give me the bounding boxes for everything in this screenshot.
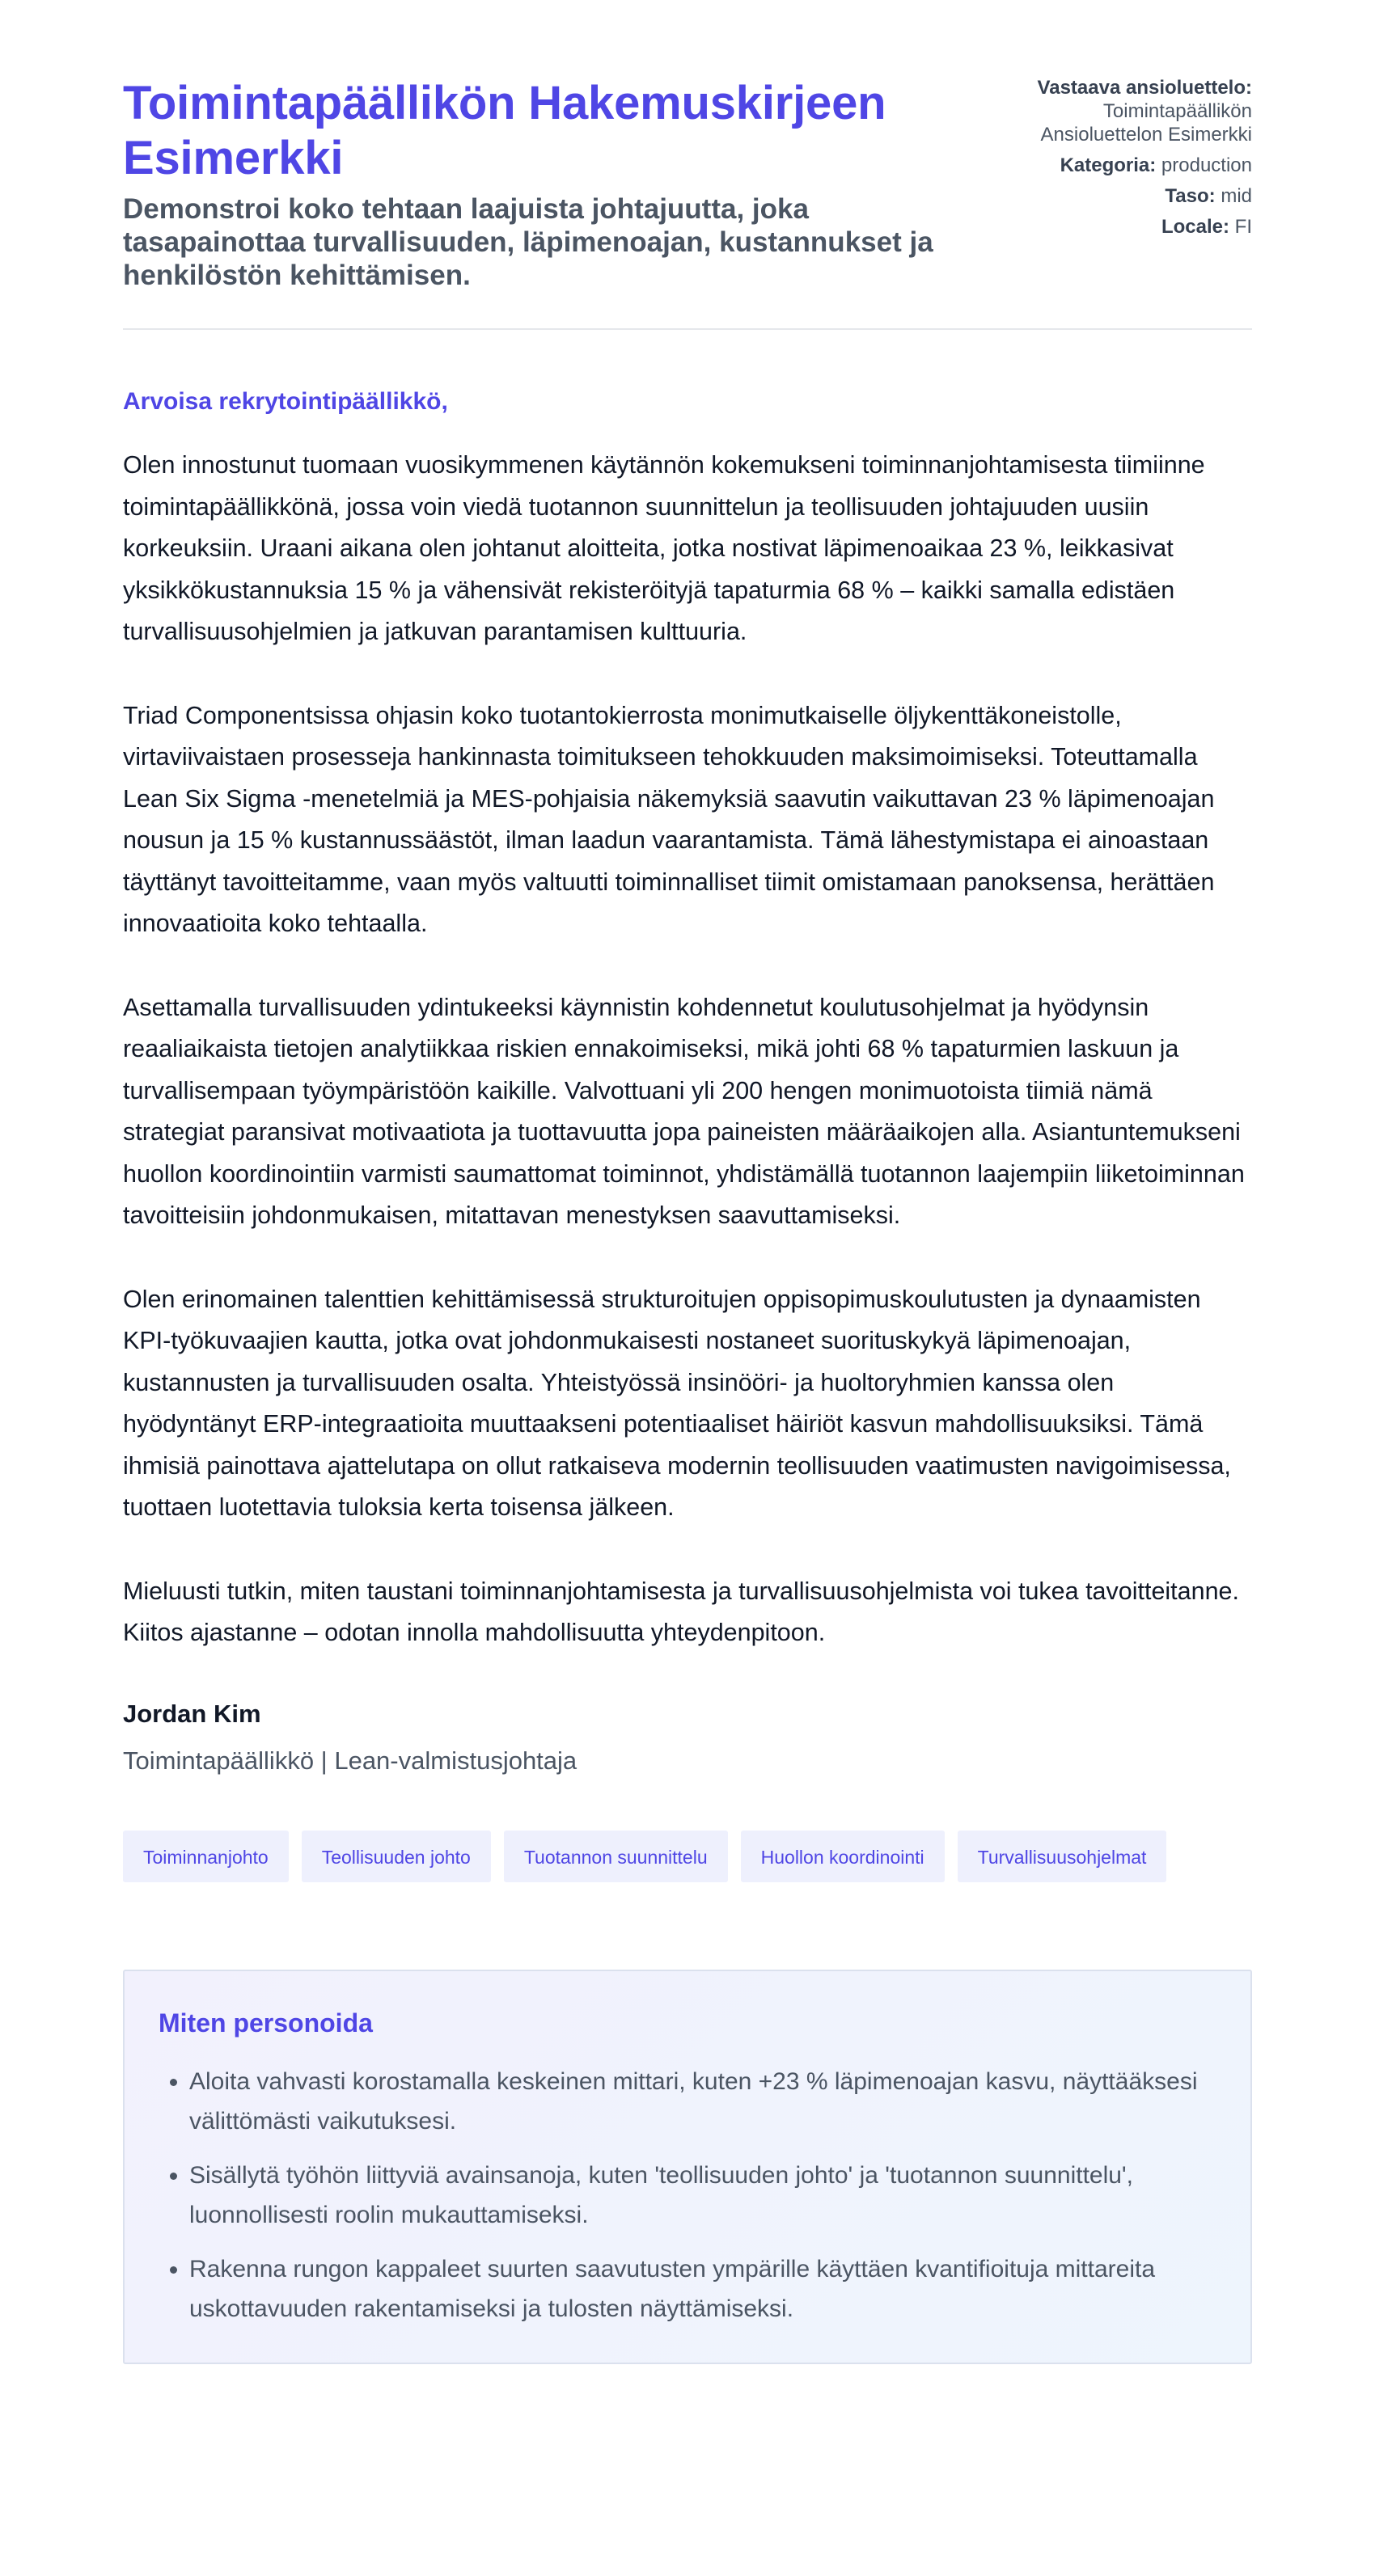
meta-level-value: mid xyxy=(1221,185,1252,207)
page-title: Toimintapäällikön Hakemuskirjeen Esimerkki xyxy=(123,77,886,184)
page-subtitle: Demonstroi koko tehtaan laajuista johtajuutta, joka tasapainottaa turvallisuuden, läpimenoajan, kustannukset ja henkilöstön kehittämisen. xyxy=(123,193,933,291)
meta-panel xyxy=(985,76,1252,246)
keyword-tag: Toiminnanjohto xyxy=(123,1831,289,1882)
cover-letter-page xyxy=(123,0,1252,2364)
letter-paragraph: Asettamalla turvallisuuden ydintukeeksi käynnistin kohdennetut koulutusohjelmat ja hyödynsin reaaliaikaista tietojen analytiikkaa riskien ennakoimiseksi, mikä johti 68 % tapaturmien laskuun ja turvallisempaan työympäristöön kaikille. Valvottuani yli 200 hengen monimuotoista tiimiä nämä strategiat paransivat motivaatiota ja tuottavuutta jopa paineisten määräaikojen alla. Asiantuntemukseni huollon koordinointiin varmisti saumattomat toiminnot, yhdistämällä tuotannon laajempiin liiketoiminnan tavoitteisiin johdonmukaisen, mitattavan menestyksen saavuttamiseksi. xyxy=(123,993,1245,1229)
meta-locale xyxy=(985,215,1252,239)
signature-role: Toimintapäällikkö | Lean-valmistusjohtaja xyxy=(123,1746,578,1775)
letter-body xyxy=(123,445,1252,1654)
meta-locale-value: FI xyxy=(1234,216,1252,238)
document-header xyxy=(123,0,1252,330)
tip-item: • Sisällytä työhön liittyviä avainsanoja, kuten 'teollisuuden johto' ja 'tuotannon suunnittelu', luonnollisesti roolin mukauttamiseksi. xyxy=(189,2156,1216,2235)
keyword-tag: Turvallisuusohjelmat xyxy=(958,1831,1167,1882)
meta-level-label: Taso: xyxy=(1165,185,1216,207)
keyword-tag: Tuotannon suunnittelu xyxy=(504,1831,728,1882)
meta-category xyxy=(985,154,1252,177)
keyword-tags xyxy=(123,1831,1252,1895)
meta-resume-value-line2[interactable]: Ansioluettelon Esimerkki xyxy=(1040,124,1252,146)
meta-category-label: Kategoria: xyxy=(1060,154,1157,176)
meta-level xyxy=(985,184,1252,208)
keyword-tag: Huollon koordinointi xyxy=(741,1831,945,1882)
tip-item: • Aloita vahvasti korostamalla keskeinen mittari, kuten +23 % läpimenoajan kasvu, näyttääksesi välittömästi vaikutuksesi. xyxy=(189,2062,1216,2141)
letter-salutation: Arvoisa rekrytointipäällikkö, xyxy=(123,388,448,415)
tips-title: Miten personoida xyxy=(159,2008,373,2038)
letter-paragraph: Triad Componentsissa ohjasin koko tuotantokierrosta monimutkaiselle öljykenttäkoneistolle, virtaviivaistaen prosesseja hankinnasta toimitukseen tehokkuuden maksimoimiseksi. Toteuttamalla Lean Six Sigma -menetelmiä ja MES-pohjaisia näkemyksiä saavutin vaikuttavan 23 % läpimenoajan nousun ja 15 % kustannussäästöt, ilman laadun vaarantamista. Tämä lähestymistapa ei ainoastaan täyttänyt tavoitteitamme, vaan myös valtuutti toiminnalliset tiimit omistamaan panoksensa, herättäen innovaatioita koko tehtaalla. xyxy=(123,701,1215,937)
meta-resume-value-line1[interactable]: Toimintapäällikön xyxy=(1102,100,1252,122)
tips-list xyxy=(159,2062,1216,2329)
signature-name: Jordan Kim xyxy=(123,1699,261,1728)
keyword-tag: Teollisuuden johto xyxy=(302,1831,491,1882)
meta-resume-label: Vastaava ansioluettelo: xyxy=(1037,77,1252,99)
meta-category-value: production xyxy=(1161,154,1252,176)
signature-block xyxy=(123,1698,1252,1777)
personalization-tips-box xyxy=(123,1970,1252,2364)
meta-resume xyxy=(985,76,1252,146)
tip-item: • Rakenna rungon kappaleet suurten saavutusten ympärille käyttäen kvantifioituja mittareita uskottavuuden rakentamiseksi ja tulosten näyttämiseksi. xyxy=(189,2249,1216,2329)
meta-locale-label: Locale: xyxy=(1161,216,1229,238)
letter-paragraph: Olen innostunut tuomaan vuosikymmenen käytännön kokemukseni toiminnanjohtamisesta tiimiinne toimintapäällikkönä, jossa voin viedä tuotannon suunnittelun ja teollisuuden johtajuuden uusiin korkeuksiin. Uraani aikana olen johtanut aloitteita, jotka nostivat läpimenoaikaa 23 %, leikkasivat yksikkökustannuksia 15 % ja vähensivät rekisteröityjä tapaturmia 68 % – kaikki samalla edistäen turvallisuusohjelmien ja jatkuvan parantamisen kulttuuria. xyxy=(123,451,1205,645)
letter-paragraph: Mieluusti tutkin, miten taustani toiminnanjohtamisesta ja turvallisuusohjelmista voi tukea tavoitteitanne. Kiitos ajastanne – odotan innolla mahdollisuutta yhteydenpitoon. xyxy=(123,1577,1239,1646)
letter-paragraph: Olen erinomainen talenttien kehittämisessä strukturoitujen oppisopimuskoulutusten ja dynaamisten KPI-työkuvaajien kautta, jotka ovat johdonmukaisesti nostaneet suorituskykyä läpimenoajan, kustannusten ja turvallisuuden osalta. Yhteistyössä insinööri- ja huoltoryhmien kanssa olen hyödyntänyt ERP-integraatioita muuttaakseni potentiaaliset häiriöt kasvun mahdollisuuksiksi. Tämä ihmisiä painottava ajattelutapa on ollut ratkaiseva modernin teollisuuden vaatimusten navigoimisessa, tuottaen luotettavia tuloksia kerta toisensa jälkeen. xyxy=(123,1285,1231,1521)
